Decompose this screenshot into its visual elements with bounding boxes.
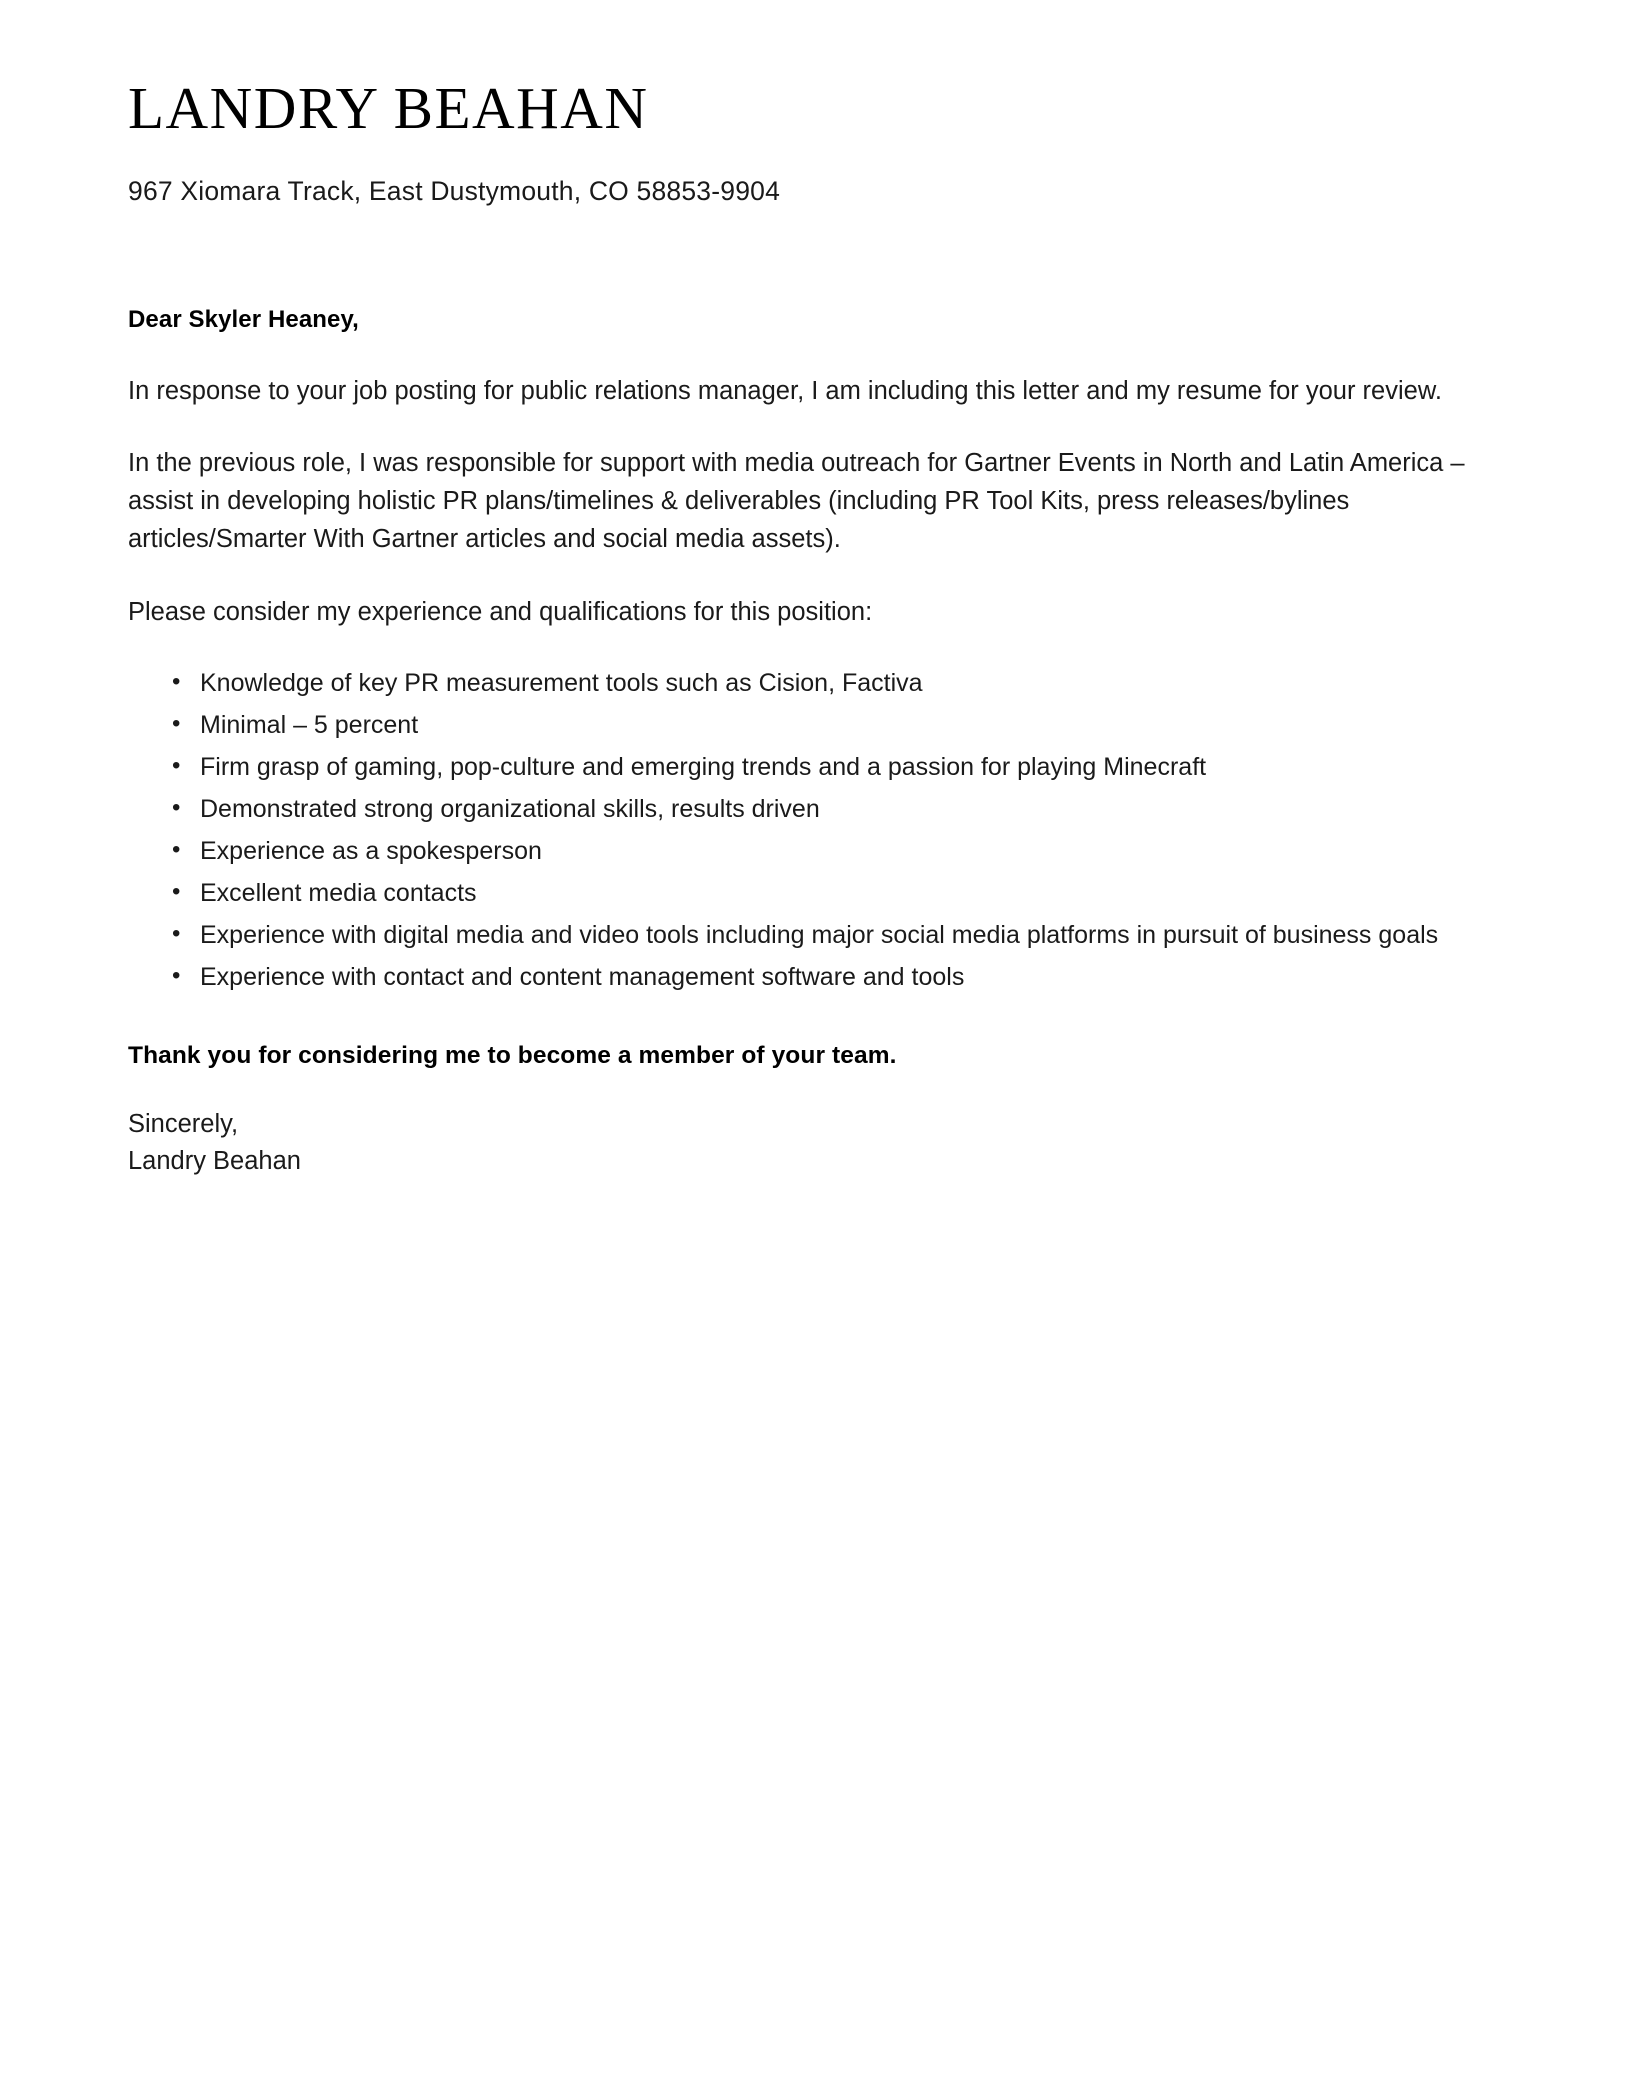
contact-address: 967 Xiomara Track, East Dustymouth, CO 58853-9904 — [128, 175, 781, 206]
signature-block — [128, 1106, 1482, 1180]
sign-off-line: Sincerely, — [128, 1109, 239, 1138]
list-item: • Experience with contact and content management software and tools — [172, 959, 1482, 996]
list-item: • Experience with digital media and video tools including major social media platforms in pursuit of business goals — [172, 917, 1482, 954]
body-paragraph-2: In the previous role, I was responsible for support with media outreach for Gartner Events in North and Latin America – assist in developing holistic PR plans/timelines & deliverables (including PR Tool Kits, press releases/bylines articles/Smarter With Gartner articles and social media assets). — [128, 448, 1465, 554]
list-item: • Knowledge of key PR measurement tools such as Cision, Factiva — [172, 665, 1482, 702]
page-title: LANDRY BEAHAN — [128, 75, 649, 141]
qualifications-list — [128, 665, 1482, 996]
list-item: • Firm grasp of gaming, pop-culture and emerging trends and a passion for playing Minecraft — [172, 749, 1482, 786]
list-item: • Minimal – 5 percent — [172, 707, 1482, 744]
body-paragraph-3: Please consider my experience and qualifications for this position: — [128, 597, 873, 626]
body-paragraph-1: In response to your job posting for public relations manager, I am including this letter and my resume for your review. — [128, 376, 1442, 405]
thank-you-line: Thank you for considering me to become a member of your team. — [128, 1041, 897, 1069]
list-item: • Demonstrated strong organizational skills, results driven — [172, 791, 1482, 828]
salutation: Dear Skyler Heaney, — [128, 305, 359, 333]
signature-name: Landry Beahan — [128, 1146, 301, 1175]
list-item: • Experience as a spokesperson — [172, 833, 1482, 870]
list-item: • Excellent media contacts — [172, 875, 1482, 912]
